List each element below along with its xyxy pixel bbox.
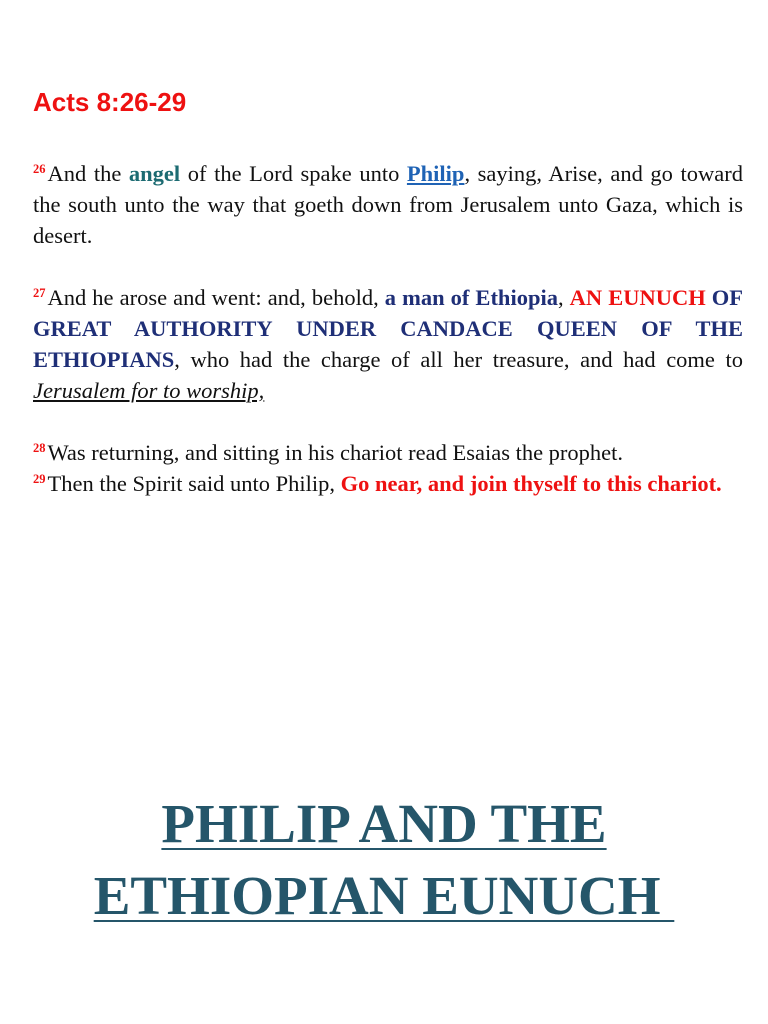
philip-link[interactable]: Philip <box>406 161 465 186</box>
verse-text: , who had the charge of all her treasure, and had come to <box>174 347 743 372</box>
verse-text: Was returning, and sitting in his chariot read Esaias the prophet. <box>47 440 624 465</box>
verse-block <box>33 158 743 499</box>
verse-number: 26 <box>33 162 46 176</box>
title-line-2: ETHIOPIAN EUNUCH <box>93 865 675 926</box>
verse-number: 29 <box>33 472 46 486</box>
scripture-reference: Acts 8:26-29 <box>33 87 187 117</box>
emphasis-authority: OF GREAT AUTHORITY UNDER CANDACE QUEEN OF THE ETHIOPIANS <box>33 285 744 372</box>
verse-text: , saying, Arise, and go toward the south unto the way that goeth down from Jerusalem unto Gaza, which is desert. <box>33 161 743 248</box>
verse-26 <box>33 158 743 251</box>
verse-text: And he arose and went: and, behold, <box>47 285 385 310</box>
emphasis-man-of-ethiopia: a man of Ethiopia <box>384 285 558 310</box>
emphasis-jerusalem: Jerusalem for to worship, <box>33 378 265 403</box>
verse-text: Then the Spirit said unto Philip, <box>47 471 341 496</box>
verse-number: 27 <box>33 286 46 300</box>
verse-27 <box>33 282 743 406</box>
verse-text: And the <box>47 161 129 186</box>
verse-29 <box>33 468 743 499</box>
verse-text: of the Lord spake unto <box>180 161 407 186</box>
emphasis-eunuch: AN EUNUCH <box>569 285 706 310</box>
title-line-1: PHILIP AND THE <box>161 793 607 854</box>
page-title <box>0 788 768 932</box>
verse-number: 28 <box>33 441 46 455</box>
verse-text: , <box>557 285 570 310</box>
emphasis-quote: Go near, and join thyself to this chariot. <box>340 471 722 496</box>
emphasis-angel: angel <box>128 161 181 186</box>
verse-28 <box>33 437 743 468</box>
